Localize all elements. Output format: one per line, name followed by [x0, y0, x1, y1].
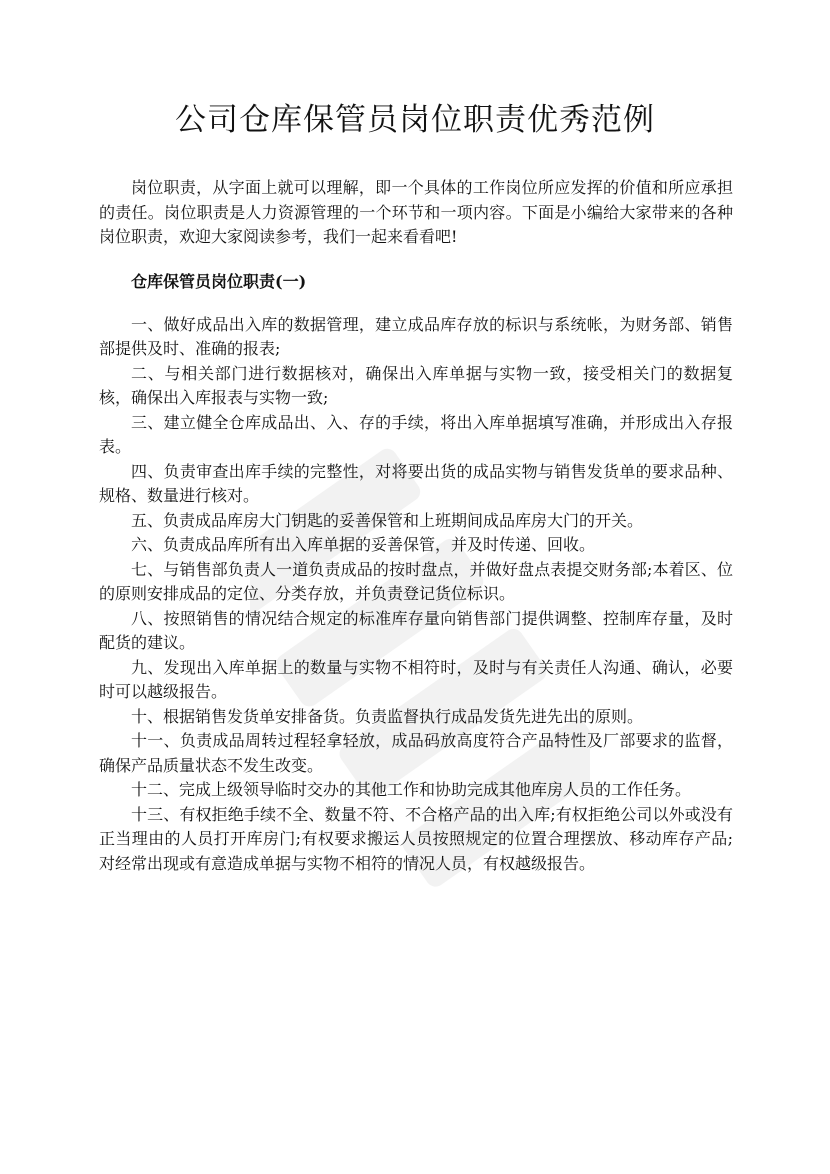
duty-item-5: 五、负责成品库房大门钥匙的妥善保管和上班期间成品库房大门的开关。 [131, 510, 644, 530]
duty-item-11: 十一、负责成品周转过程轻拿轻放，成品码放高度符合产品特性及厂部要求的监督，确保产品质量状态不发生改变。 [99, 731, 733, 775]
section-heading: 仓库保管员岗位职责(一) [131, 271, 307, 291]
duty-item-7: 七、与销售部负责人一道负责成品的按时盘点，并做好盘点表提交财务部;本着区、位的原则安排成品的定位、分类存放，并负责登记货位标识。 [99, 559, 733, 603]
duty-item-1: 一、做好成品出入库的数据管理，建立成品库存放的标识与系统帐，为财务部、销售部提供及时、准确的报表; [99, 314, 733, 358]
duty-item-9: 九、发现出入库单据上的数量与实物不相符时，及时与有关责任人沟通、确认，必要时可以越级报告。 [99, 657, 733, 701]
document-body [99, 176, 733, 876]
duty-item-2: 二、与相关部门进行数据核对，确保出入库单据与实物一致，接受相关门的数据复核，确保出入库报表与实物一致; [99, 363, 733, 407]
duty-item-13: 十三、有权拒绝手续不全、数量不符、不合格产品的出入库;有权拒绝公司以外或没有正当理由的人员打开库房门;有权要求搬运人员按照规定的位置合理摆放、移动库存产品;对经常出现或有意造成单据与实物不相符的情况人员，有权越级报告。 [99, 804, 733, 873]
duty-item-10: 十、根据销售发货单安排备货。负责监督执行成品发货先进先出的原则。 [131, 706, 644, 726]
duty-item-3: 三、建立健全仓库成品出、入、存的手续，将出入库单据填写准确，并形成出入存报表。 [99, 412, 733, 456]
duty-item-12: 十二、完成上级领导临时交办的其他工作和协助完成其他库房人员的工作任务。 [131, 780, 692, 799]
duty-item-8: 八、按照销售的情况结合规定的标准库存量向销售部门提供调整、控制库存量，及时配货的建议。 [99, 608, 733, 652]
duty-item-6: 六、负责成品库所有出入库单据的妥善保管，并及时传递、回收。 [131, 535, 596, 554]
document-title: 公司仓库保管员岗位职责优秀范例 [175, 102, 655, 138]
intro-paragraph: 岗位职责，从字面上就可以理解，即一个具体的工作岗位所应发挥的价值和所应承担的责任。岗位职责是人力资源管理的一个环节和一项内容。下面是小编给大家带来的各种岗位职责，欢迎大家阅读参考，我们一起来看看吧! [99, 178, 733, 246]
duty-item-4: 四、负责审查出库手续的完整性，对将要出货的成品实物与销售发货单的要求品种、规格、数量进行核对。 [99, 461, 733, 505]
